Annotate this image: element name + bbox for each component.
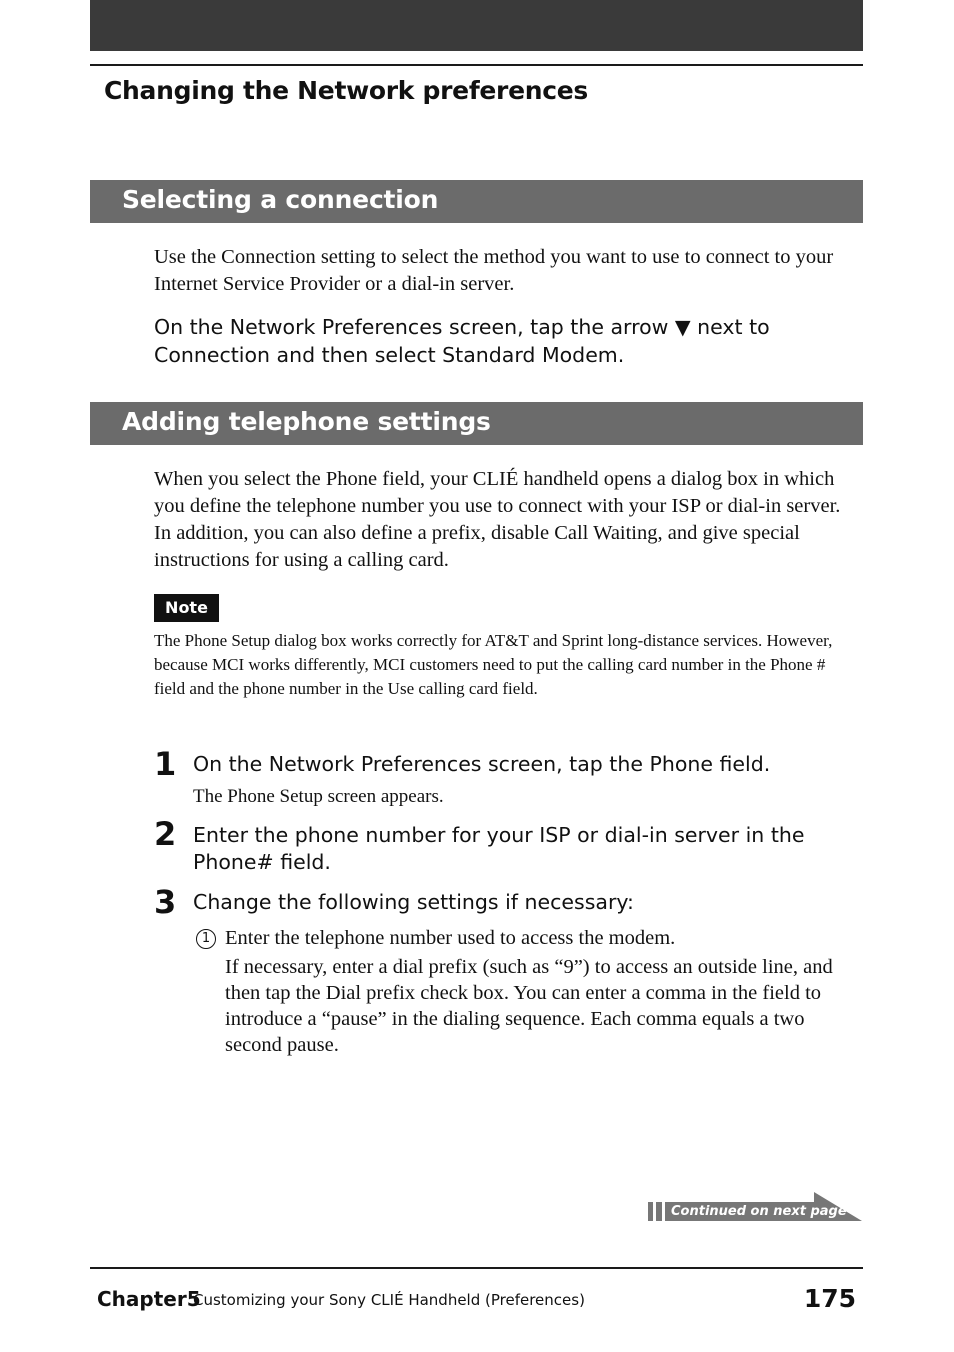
step-text: Change the following settings if necessary:	[193, 890, 634, 914]
substep-marker: 1	[196, 929, 216, 949]
note-text: The Phone Setup dialog box works correctly for AT&T and Sprint long-distance services. However, because MCI works differently, MCI customers need to put the calling card number in the Phone # field and the phone number in the Use calling card field.	[154, 631, 833, 698]
page-title: Changing the Network preferences	[104, 76, 588, 105]
step-result: The Phone Setup screen appears.	[193, 786, 444, 807]
step-number: 1	[154, 745, 177, 783]
instruction-text: On the Network Preferences screen, tap the arrow ▼ next to Connection and then select Standard Modem.	[154, 315, 770, 367]
substep-detail: If necessary, enter a dial prefix (such as “9”) to access an outside line, and then tap the Dial prefix check box. You can enter a comma in the field to introduce a “pause” in the dialing sequence. Each comma equals a two second pause.	[225, 956, 833, 1056]
continued-indicator	[648, 1192, 862, 1224]
section-body: Use the Connection setting to select the method you want to use to connect to your Internet Service Provider or a dial-in server.	[154, 246, 834, 295]
footer-rule	[90, 1267, 863, 1269]
footer-description: Customizing your Sony CLIÉ Handheld (Preferences)	[193, 1291, 585, 1309]
continued-label: Continued on next page	[671, 1204, 847, 1219]
step-number: 3	[154, 883, 177, 921]
header-rule	[90, 64, 863, 66]
step-text: On the Network Preferences screen, tap the Phone field.	[193, 752, 771, 776]
section-heading: Selecting a connection	[122, 185, 439, 214]
section-heading: Adding telephone settings	[122, 407, 491, 436]
step-text: Enter the phone number for your ISP or dial-in server in the Phone# field.	[193, 823, 805, 874]
page-number: 175	[803, 1284, 856, 1313]
section-heading-band	[90, 180, 863, 223]
substep-text: Enter the telephone number used to access the modem.	[225, 927, 676, 949]
step-number: 2	[154, 815, 177, 853]
header-bar	[90, 0, 863, 51]
note-badge: Note	[154, 594, 219, 622]
section-heading-band	[90, 402, 863, 445]
section-body: When you select the Phone field, your CLIÉ handheld opens a dialog box in which you define the telephone number you use to connect with your ISP or dial-in server. In addition, you can also define a prefix, disable Call Waiting, and give special instructions for using a calling card.	[154, 468, 841, 571]
footer-chapter: Chapter5	[97, 1287, 201, 1311]
